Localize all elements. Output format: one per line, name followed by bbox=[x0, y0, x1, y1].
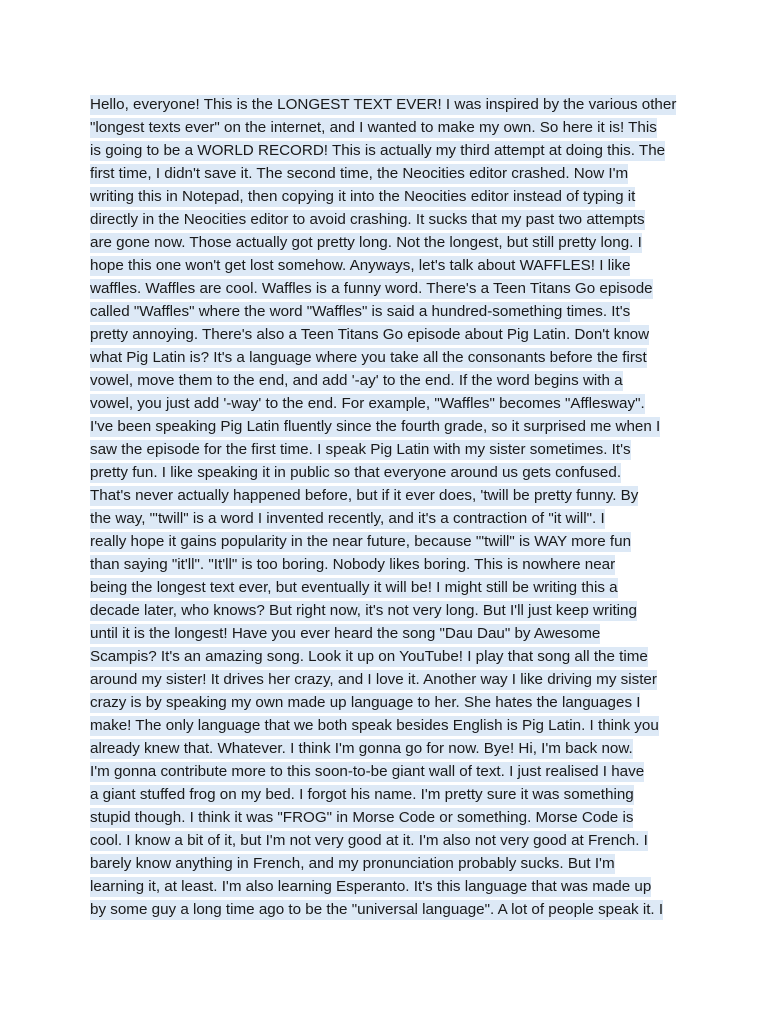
highlighted-text: a giant stuffed frog on my bed. I forgot his name. I'm pretty sure it was something bbox=[90, 786, 634, 803]
text-line bbox=[90, 622, 690, 645]
text-line bbox=[90, 300, 690, 323]
highlighted-text: what Pig Latin is? It's a language where you take all the consonants before the first bbox=[90, 349, 647, 366]
text-line bbox=[90, 898, 690, 921]
highlighted-text: directly in the Neocities editor to avoid crashing. It sucks that my past two attempts bbox=[90, 211, 645, 228]
highlighted-text: saw the episode for the first time. I speak Pig Latin with my sister sometimes. It's bbox=[90, 441, 631, 458]
highlighted-text: "longest texts ever" on the internet, and I wanted to make my own. So here it is! This bbox=[90, 119, 657, 136]
highlighted-text: That's never actually happened before, but if it ever does, 'twill be pretty funny. By bbox=[90, 487, 639, 504]
highlighted-text: is going to be a WORLD RECORD! This is actually my third attempt at doing this. The bbox=[90, 142, 666, 159]
text-line bbox=[90, 185, 690, 208]
highlighted-text: waffles. Waffles are cool. Waffles is a funny word. There's a Teen Titans Go episode bbox=[90, 280, 653, 297]
text-line bbox=[90, 208, 690, 231]
highlighted-text: by some guy a long time ago to be the "universal language". A lot of people speak it. I bbox=[90, 901, 664, 918]
text-line bbox=[90, 507, 690, 530]
highlighted-text: writing this in Notepad, then copying it into the Neocities editor instead of typing it bbox=[90, 188, 636, 205]
highlighted-text: already knew that. Whatever. I think I'm gonna go for now. Bye! Hi, I'm back now. bbox=[90, 740, 633, 757]
highlighted-text: called "Waffles" where the word "Waffles" is said a hundred-something times. It's bbox=[90, 303, 631, 320]
text-line bbox=[90, 530, 690, 553]
highlighted-text: I'm gonna contribute more to this soon-to-be giant wall of text. I just realised I have bbox=[90, 763, 645, 780]
highlighted-text: vowel, you just add '-way' to the end. For example, "Waffles" becomes "Afflesway". bbox=[90, 395, 645, 412]
highlighted-text: Hello, everyone! This is the LONGEST TEXT EVER! I was inspired by the various other bbox=[90, 96, 677, 113]
text-line bbox=[90, 806, 690, 829]
highlighted-text: decade later, who knows? But right now, it's not very long. But I'll just keep writing bbox=[90, 602, 637, 619]
text-line bbox=[90, 599, 690, 622]
text-line bbox=[90, 553, 690, 576]
text-line bbox=[90, 116, 690, 139]
text-line bbox=[90, 783, 690, 806]
body-text bbox=[90, 93, 690, 921]
highlighted-text: hope this one won't get lost somehow. Anyways, let's talk about WAFFLES! I like bbox=[90, 257, 631, 274]
text-line bbox=[90, 875, 690, 898]
text-line bbox=[90, 93, 690, 116]
highlighted-text: barely know anything in French, and my pronunciation probably sucks. But I'm bbox=[90, 855, 615, 872]
highlighted-text: until it is the longest! Have you ever heard the song "Dau Dau" by Awesome bbox=[90, 625, 601, 642]
text-line bbox=[90, 438, 690, 461]
text-line bbox=[90, 829, 690, 852]
text-line bbox=[90, 277, 690, 300]
highlighted-text: stupid though. I think it was "FROG" in Morse Code or something. Morse Code is bbox=[90, 809, 634, 826]
highlighted-text: make! The only language that we both speak besides English is Pig Latin. I think you bbox=[90, 717, 659, 734]
text-line bbox=[90, 254, 690, 277]
text-line bbox=[90, 737, 690, 760]
highlighted-text: being the longest text ever, but eventually it will be! I might still be writing this a bbox=[90, 579, 618, 596]
text-line bbox=[90, 415, 690, 438]
text-line bbox=[90, 484, 690, 507]
text-line bbox=[90, 369, 690, 392]
text-line bbox=[90, 576, 690, 599]
highlighted-text: than saying "it'll". "It'll" is too boring. Nobody likes boring. This is nowhere near bbox=[90, 556, 616, 573]
highlighted-text: really hope it gains popularity in the near future, because "'twill" is WAY more fun bbox=[90, 533, 632, 550]
highlighted-text: around my sister! It drives her crazy, and I love it. Another way I like driving my sister bbox=[90, 671, 657, 688]
text-line bbox=[90, 162, 690, 185]
highlighted-text: vowel, move them to the end, and add '-ay' to the end. If the word begins with a bbox=[90, 372, 623, 389]
highlighted-text: cool. I know a bit of it, but I'm not very good at it. I'm also not very good at French. I bbox=[90, 832, 648, 849]
text-line bbox=[90, 760, 690, 783]
text-line bbox=[90, 139, 690, 162]
text-line bbox=[90, 392, 690, 415]
text-line bbox=[90, 691, 690, 714]
highlighted-text: I've been speaking Pig Latin fluently since the fourth grade, so it surprised me when I bbox=[90, 418, 661, 435]
text-line bbox=[90, 668, 690, 691]
highlighted-text: the way, "'twill" is a word I invented recently, and it's a contraction of "it will". I bbox=[90, 510, 605, 527]
highlighted-text: pretty annoying. There's also a Teen Titans Go episode about Pig Latin. Don't know bbox=[90, 326, 650, 343]
highlighted-text: first time, I didn't save it. The second time, the Neocities editor crashed. Now I'm bbox=[90, 165, 629, 182]
text-line bbox=[90, 714, 690, 737]
text-line bbox=[90, 231, 690, 254]
highlighted-text: Scampis? It's an amazing song. Look it up on YouTube! I play that song all the time bbox=[90, 648, 648, 665]
highlighted-text: pretty fun. I like speaking it in public so that everyone around us gets confused. bbox=[90, 464, 622, 481]
highlighted-text: learning it, at least. I'm also learning Esperanto. It's this language that was made up bbox=[90, 878, 652, 895]
highlighted-text: are gone now. Those actually got pretty long. Not the longest, but still pretty long. I bbox=[90, 234, 642, 251]
text-line bbox=[90, 346, 690, 369]
highlighted-text: crazy is by speaking my own made up language to her. She hates the languages I bbox=[90, 694, 641, 711]
text-line bbox=[90, 852, 690, 875]
text-line bbox=[90, 323, 690, 346]
text-line bbox=[90, 645, 690, 668]
text-line bbox=[90, 461, 690, 484]
